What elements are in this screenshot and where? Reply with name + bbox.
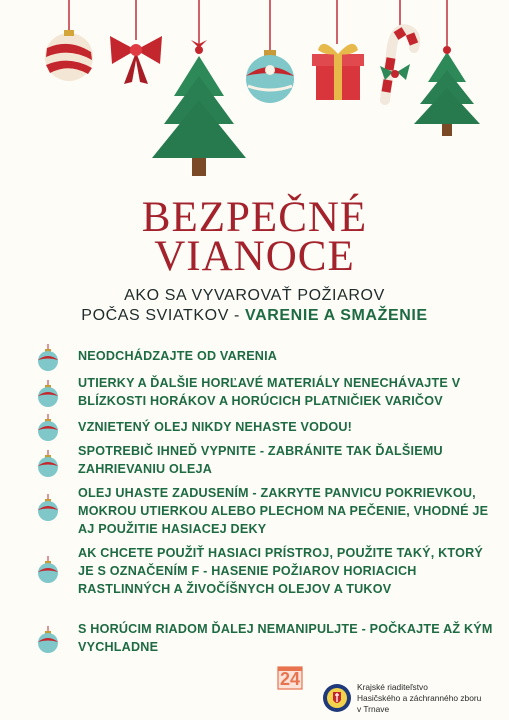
striped-bauble-icon	[45, 30, 93, 81]
bauble-bullet-icon	[36, 626, 60, 654]
org-line3: v Trnave	[357, 704, 390, 714]
tip-text: AK CHCETE POUŽIŤ HASIACI PRÍSTROJ, POUŽITE TAKÝ, KTORÝ JE S OZNAČENÍM F - HASENIE POŽIAROV HORIACICH RASTLINNÝCH A ŽIVOČÍŠNYCH OLEJOV A TUKOV	[78, 546, 483, 596]
candy-cane-icon	[380, 29, 415, 100]
tip-text: S HORÚCIM RIADOM ĎALEJ NEMANIPULJTE - POČKAJTE AŽ KÝM VYCHLADNE	[78, 622, 493, 654]
bauble-bullet-icon	[36, 450, 60, 478]
org-line2: Hasičského a záchranného zboru	[357, 693, 482, 703]
subtitle-highlight: VARENIE A SMAŽENIE	[245, 307, 428, 324]
organization-name	[357, 682, 507, 715]
page-title-line2: VIANOCE	[154, 233, 355, 280]
bauble-icon	[246, 50, 294, 103]
page-title-line1: BEZPEČNÉ	[141, 194, 368, 241]
bow-icon	[110, 36, 162, 84]
subtitle-prefix: POČAS SVIATKOV -	[81, 307, 246, 324]
bauble-bullet-icon	[36, 344, 60, 372]
bauble-bullet-icon	[36, 380, 60, 408]
tip-text: NEODCHÁDZAJTE OD VARENIA	[78, 349, 278, 363]
org-line1: Krajské riaditeľstvo	[357, 682, 428, 692]
fire-rescue-emblem-icon	[322, 682, 352, 714]
tip-text: SPOTREBIČ IHNEĎ VYPNITE - ZABRÁNITE TAK ĎALŠIEMU ZAHRIEVANIU OLEJA	[78, 444, 443, 476]
bauble-bullet-icon	[36, 556, 60, 584]
tip-text: UTIERKY A ĎALŠIE HORĽAVÉ MATERIÁLY NENECHÁVAJTE V BLÍZKOSTI HORÁKOV A HORÚCICH PLATNIČIEK VARIČOV	[78, 376, 461, 408]
logo-24	[277, 666, 303, 690]
christmas-tree-icon	[152, 40, 246, 176]
tip-text: OLEJ UHASTE ZADUSENÍM - ZAKRYTE PANVICU POKRIEVKOU, MOKROU UTIERKOU ALEBO PLECHOM NA PEČENIE, VHODNÉ JE AJ POUŽITIE HASIACEJ DEKY	[78, 486, 489, 536]
subtitle-line1: AKO SA VYVAROVAŤ POŽIAROV	[124, 287, 385, 304]
logo-24-text: 24	[279, 669, 301, 689]
subtitle-line2	[0, 307, 509, 325]
bauble-bullet-icon	[36, 494, 60, 522]
tip-text: VZNIETENÝ OLEJ NIKDY NEHASTE VODOU!	[78, 420, 353, 434]
christmas-tree-small-icon	[414, 46, 480, 136]
gift-icon	[312, 44, 364, 100]
christmas-decorations	[0, 0, 509, 200]
bauble-bullet-icon	[36, 414, 60, 442]
